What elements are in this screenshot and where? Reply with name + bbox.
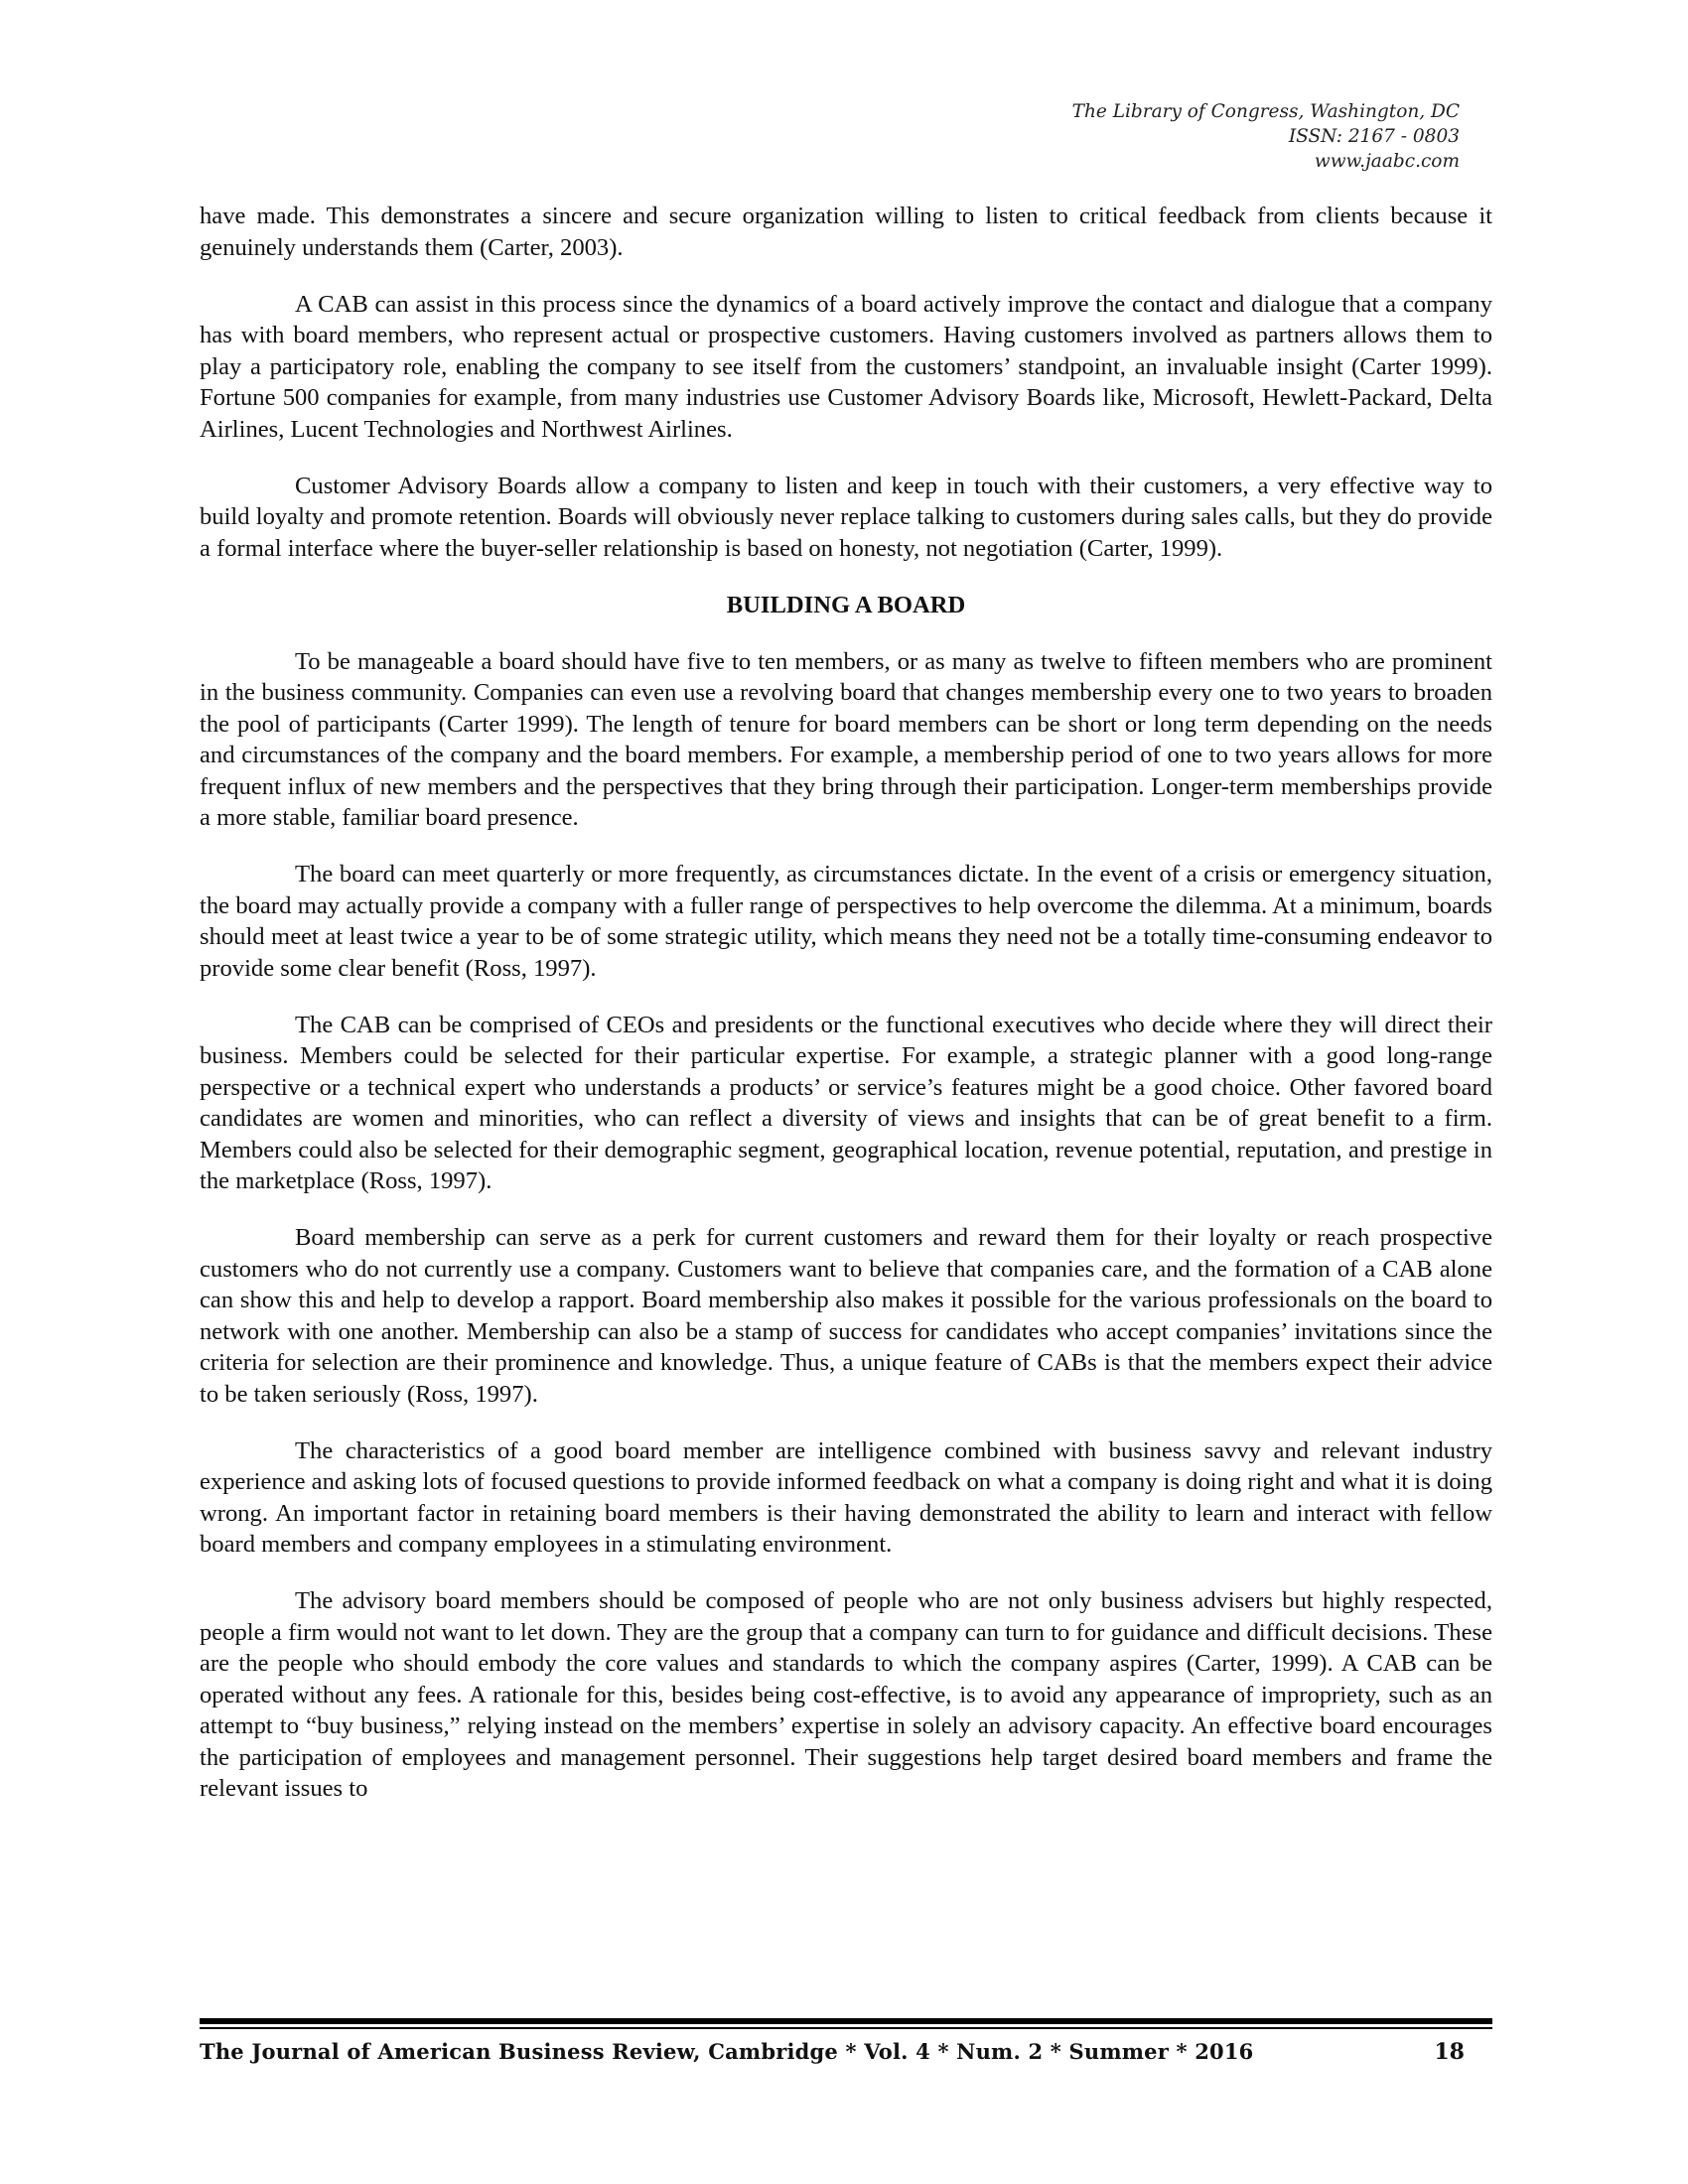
paragraph-cab-process: A CAB can assist in this process since the dynamics of a board actively improve the contact and dialogue that a company has with board members, who represent actual or prospective customers. Having customers involved as partners allows them to play a participatory role, enabling the company to see itself from the customers’ standpoint, an invaluable insight (Carter 1999). Fortune 500 companies for example, from many industries use Customer Advisory Boards like, Microsoft, Hewlett-Packard, Delta Airlines, Lucent Technologies and Northwest Airlines. <box>200 290 1492 443</box>
page-number: 18 <box>1434 2039 1465 2065</box>
footer-rule-thin <box>200 2027 1492 2029</box>
header-library-line: The Library of Congress, Washington, DC <box>1071 101 1460 122</box>
header-website-line: www.jaabc.com <box>1314 151 1460 172</box>
paragraph-board-size: To be manageable a board should have five to ten members, or as many as twelve to fifteen members who are prominent in the business community. Companies can even use a revolving board that changes membership every one to two years to broaden the pool of participants (Carter 1999). The length of tenure for board members can be short or long term depending on the needs and circumstances of the company and the board members. For example, a membership period of one to two years allows for more frequent influx of new members and the perspectives that they bring through their participation. Longer-term memberships provide a more stable, familiar board presence. <box>200 647 1492 831</box>
paragraph-advisory-members: The advisory board members should be composed of people who are not only business advisers but highly respected, people a firm would not want to let down. They are the group that a company can turn to for guidance and difficult decisions. These are the people who should embody the core values and standards to which the company aspires (Carter, 1999). A CAB can be operated without any fees. A rationale for this, besides being cost-effective, is to avoid any appearance of impropriety, such as an attempt to “buy business,” relying instead on the members’ expertise in solely an advisory capacity. An effective board encourages the participation of employees and management personnel. Their suggestions help target desired board members and frame the relevant issues to <box>200 1587 1492 1802</box>
paragraph-member-characteristics: The characteristics of a good board member are intelligence combined with business savvy and relevant industry experience and asking lots of focused questions to provide informed feedback on what a company is doing right and what it is doing wrong. An important factor in retaining board members is their having demonstrated the ability to learn and interact with fellow board members and company employees in a stimulating environment. <box>200 1436 1492 1558</box>
footer-rule-thick <box>200 2018 1492 2024</box>
paragraph-continuation: have made. This demonstrates a sincere and secure organization willing to listen to critical feedback from clients because it genuinely understands them (Carter, 2003). <box>200 203 1492 261</box>
section-heading: BUILDING A BOARD <box>726 591 966 618</box>
paragraph-membership-perk: Board membership can serve as a perk for current customers and reward them for their loyalty or reach prospective customers who do not currently use a company. Customers want to believe that companies care, and the formation of a CAB alone can show this and help to develop a rapport. Board membership also makes it possible for the various professionals on the board to network with one another. Membership can also be a stamp of success for candidates who accept companies’ invitations since the criteria for selection are their prominence and knowledge. Thus, a unique feature of CABs is that the members expect their advice to be taken seriously (Ross, 1997). <box>200 1224 1492 1408</box>
page-footer <box>200 2037 1492 2067</box>
paragraph-cab-loyalty: Customer Advisory Boards allow a company to listen and keep in touch with their customers, a very effective way to build loyalty and promote retention. Boards will obviously never replace talking to customers during sales calls, but they do provide a formal interface where the buyer-seller relationship is based on honesty, not negotiation (Carter, 1999). <box>200 472 1492 562</box>
paragraph-board-composition: The CAB can be comprised of CEOs and presidents or the functional executives who decide where they will direct their business. Members could be selected for their particular expertise. For example, a strategic planner with a good long-range perspective or a technical expert who understands a products’ or service’s features might be a good choice. Other favored board candidates are women and minorities, who can reflect a diversity of views and insights that can be of great benefit to a firm. Members could also be selected for their demographic segment, geographical location, revenue potential, reputation, and prestige in the marketplace (Ross, 1997). <box>200 1011 1492 1194</box>
paragraph-meeting-frequency: The board can meet quarterly or more frequently, as circumstances dictate. In the event of a crisis or emergency situation, the board may actually provide a company with a fuller range of perspectives to help overcome the dilemma. At a minimum, boards should meet at least twice a year to be of some strategic utility, which means they need not be a totally time-consuming endeavor to provide some clear benefit (Ross, 1997). <box>200 861 1492 982</box>
article-body <box>200 201 1492 1805</box>
footer-journal-citation: The Journal of American Business Review, Cambridge * Vol. 4 * Num. 2 * Summer * 2016 <box>200 2039 1254 2064</box>
page-header <box>1072 99 1460 174</box>
header-issn-line: ISSN: 2167 - 0803 <box>1288 126 1460 147</box>
